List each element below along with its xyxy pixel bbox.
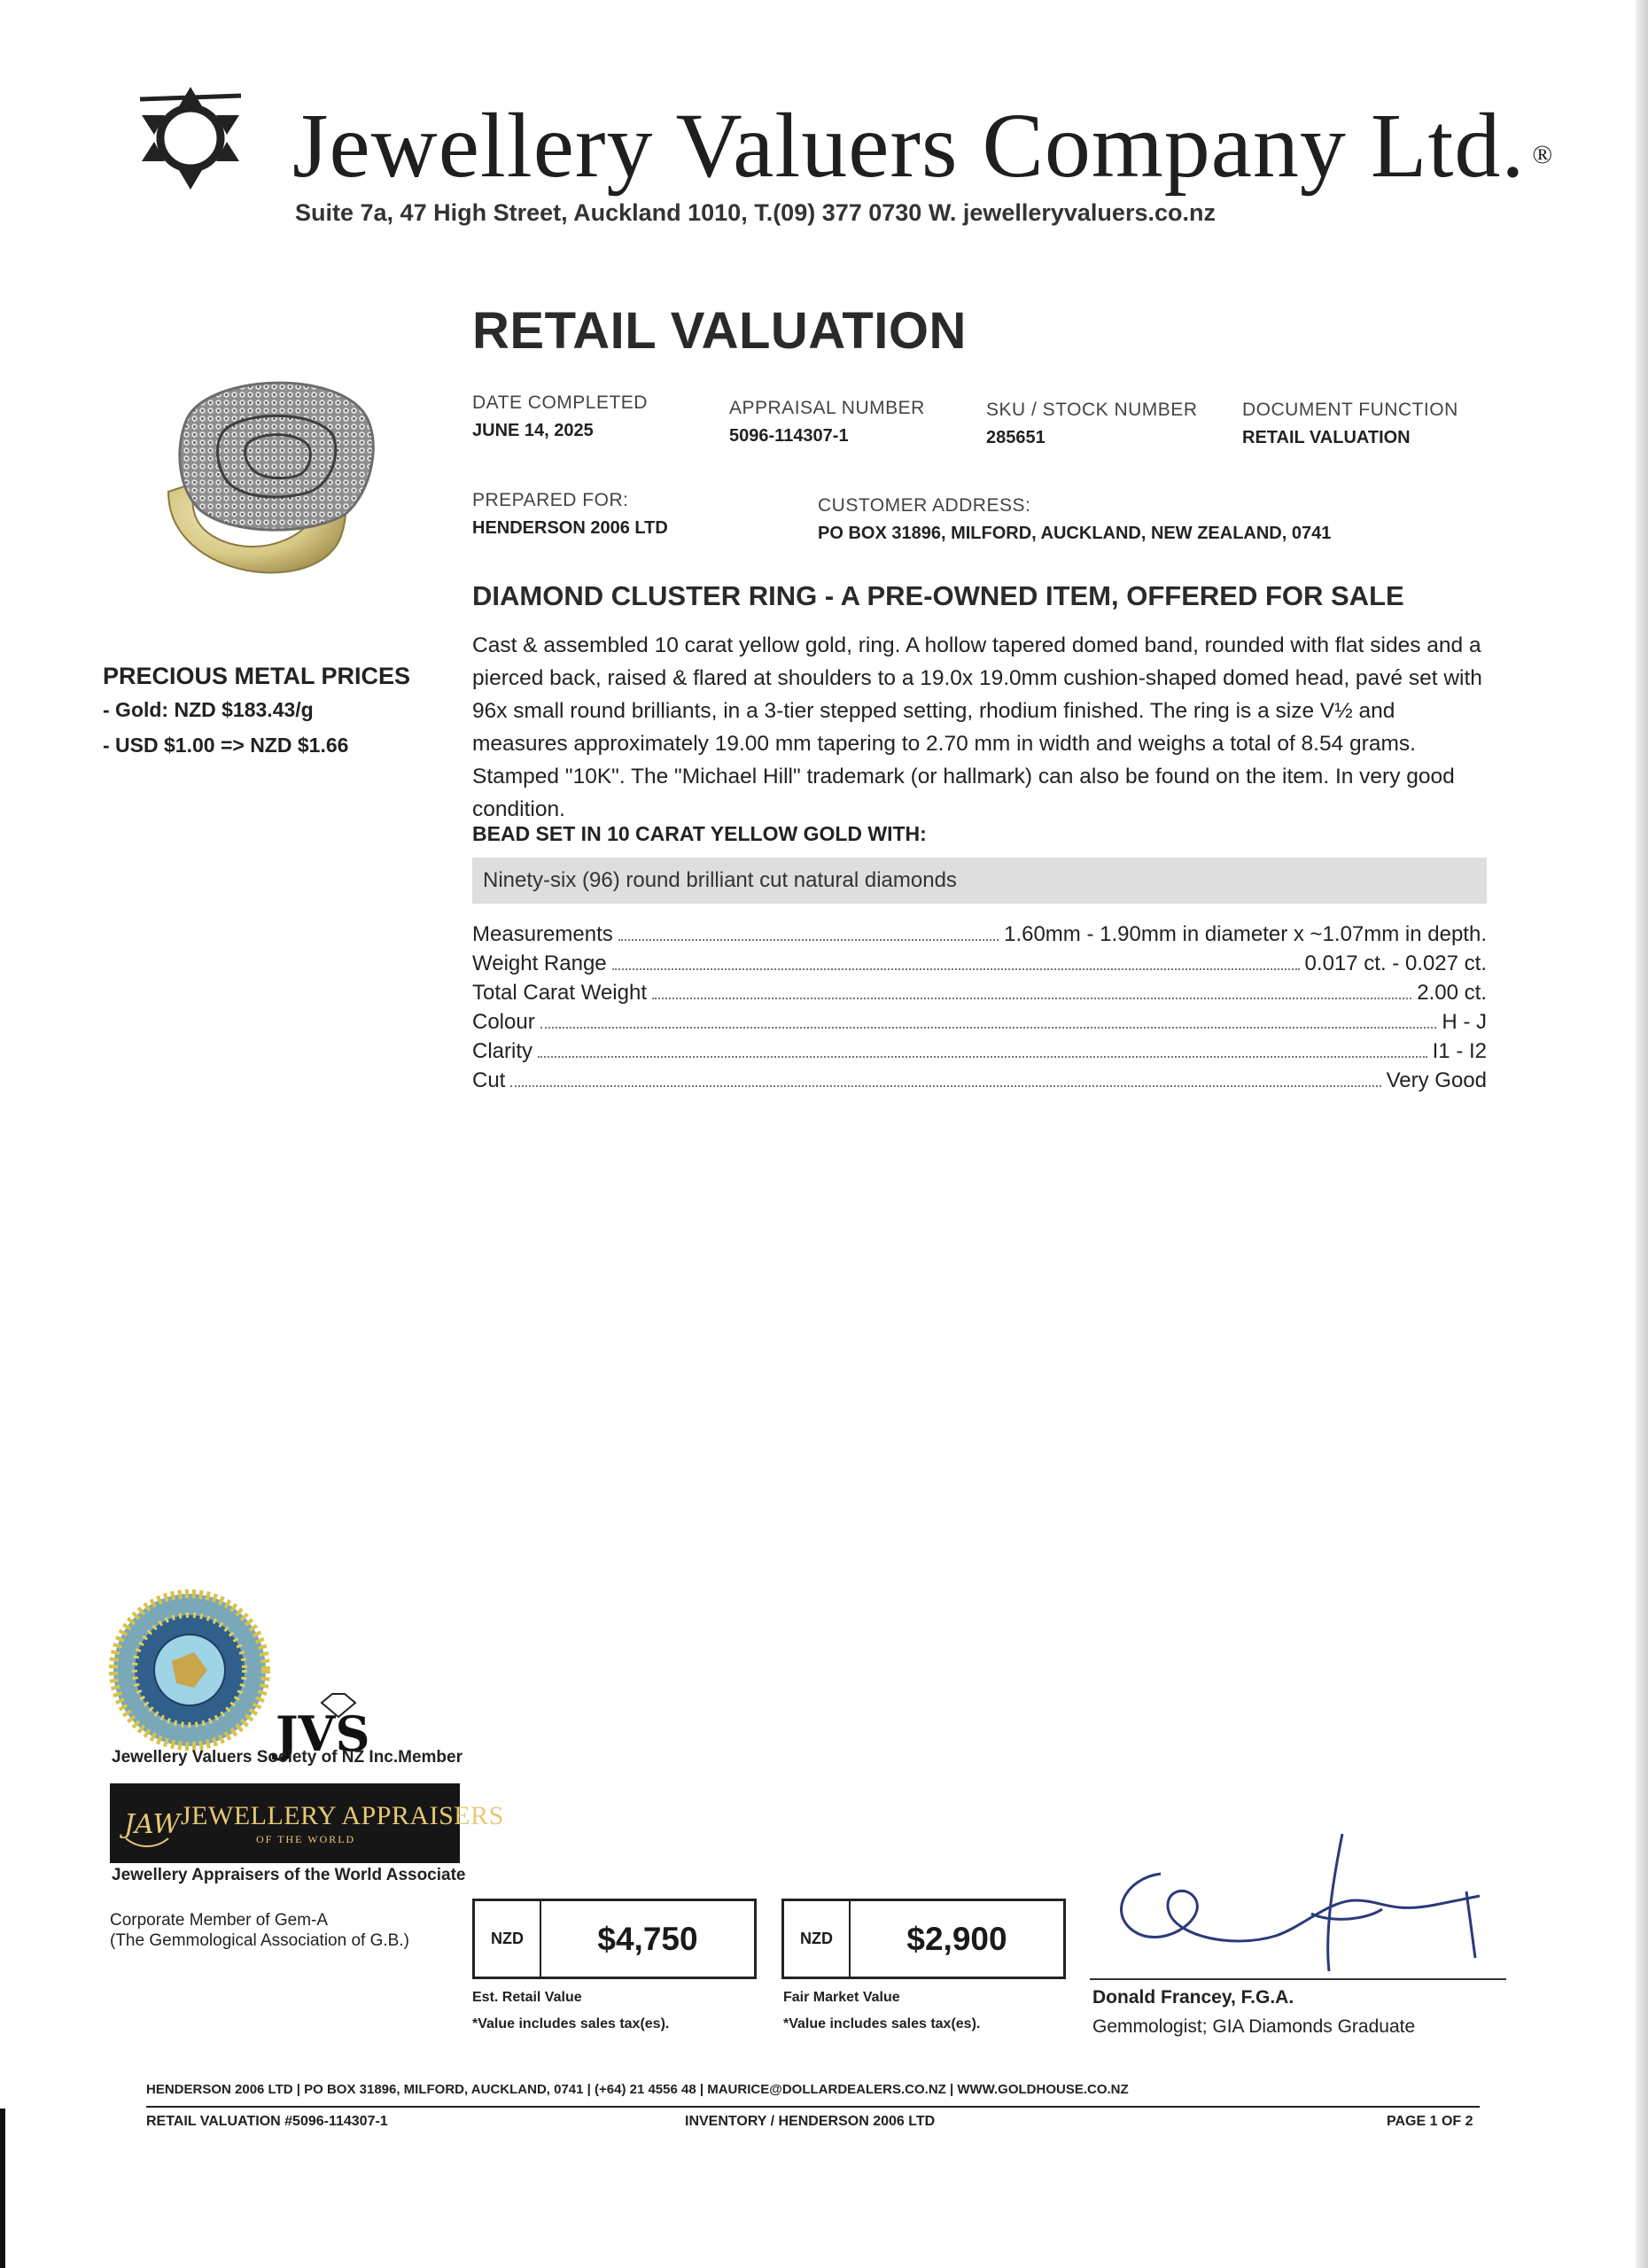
fmv-currency: NZD [784, 1901, 851, 1977]
prepared-for-label: PREPARED FOR: [472, 490, 629, 510]
signatory-title: Gemmologist; GIA Diamonds Graduate [1092, 2016, 1416, 2037]
company-address: Suite 7a, 47 High Street, Auckland 1010, T.(09) 377 0730 W. jewelleryvaluers.co.nz [295, 199, 1216, 226]
fair-market-value-box [781, 1899, 1066, 1979]
footer-inventory: INVENTORY / HENDERSON 2006 LTD [685, 2114, 936, 2129]
gema-membership-line2: (The Gemmological Association of G.B.) [110, 1931, 409, 1950]
leader-dots [618, 939, 999, 941]
stone-summary: Ninety-six (96) round brilliant cut natural diamonds [483, 868, 957, 892]
spec-label: Weight Range [472, 951, 607, 975]
leader-dots [612, 968, 1300, 970]
spec-label: Cut [472, 1068, 506, 1092]
footer-contact: HENDERSON 2006 LTD | PO BOX 31896, MILFORD, AUCKLAND, 0741 | (+64) 21 4556 48 | MAURICE@DOLLARDEALERS.CO.NZ | WWW.GOLDHOUSE.CO.NZ [146, 2082, 1129, 2097]
customer-address-value: PO BOX 31896, MILFORD, AUCKLAND, NEW ZEALAND, 0741 [818, 524, 1332, 543]
spec-label: Measurements [472, 922, 613, 946]
fmv-note: *Value includes sales tax(es). [783, 2016, 981, 2031]
spec-row [472, 947, 1487, 976]
leader-dots [540, 1027, 1437, 1029]
meta-appraisal-label: APPRAISAL NUMBER [729, 398, 925, 418]
gold-price: - Gold: NZD $183.43/g [103, 698, 314, 721]
registered-mark: ® [1532, 140, 1554, 170]
document-title: RETAIL VALUATION [472, 302, 967, 360]
exchange-rate: - USD $1.00 => NZD $1.66 [103, 734, 349, 757]
retail-amount: $4,750 [597, 1920, 698, 1957]
meta-function-value: RETAIL VALUATION [1242, 428, 1411, 447]
spec-value: 0.017 ct. - 0.027 ct. [1304, 951, 1487, 975]
metal-prices-title: PRECIOUS METAL PRICES [103, 663, 411, 689]
spec-row [472, 918, 1487, 947]
company-name: Jewellery Valuers Company Ltd. ® [292, 95, 1554, 197]
jvs-logo-icon [270, 1692, 403, 1762]
meta-sku-label: SKU / STOCK NUMBER [986, 400, 1198, 420]
spec-value: 1.60mm - 1.90mm in diameter x ~1.07mm in depth. [1004, 922, 1487, 946]
ring-photo [151, 359, 394, 598]
leader-dots [510, 1085, 1380, 1087]
svg-text:JVS: JVS [276, 1705, 370, 1762]
spec-row [472, 1035, 1487, 1064]
retail-value-label: Est. Retail Value [472, 1990, 582, 2005]
spec-row [472, 1006, 1487, 1035]
jvs-seal-icon [110, 1590, 269, 1750]
signature-image [1099, 1816, 1489, 1980]
scan-edge [1636, 0, 1648, 2268]
signature-line [1090, 1978, 1506, 1980]
customer-address-label: CUSTOMER ADDRESS: [818, 495, 1031, 516]
company-logo-icon [124, 80, 257, 195]
leader-dots [538, 1056, 1427, 1058]
jvs-membership: Jewellery Valuers Society of NZ Inc.Member [112, 1748, 463, 1767]
jaw-logo-subtext: OF THE WORLD [256, 1833, 356, 1845]
footer-page-number: PAGE 1 OF 2 [1387, 2114, 1473, 2129]
prepared-for-value: HENDERSON 2006 LTD [472, 518, 668, 538]
jaw-emblem-icon [120, 1796, 181, 1851]
spec-label: Colour [472, 1010, 535, 1034]
signatory-name: Donald Francey, F.G.A. [1092, 1987, 1294, 2008]
meta-function-label: DOCUMENT FUNCTION [1242, 400, 1458, 420]
spec-row [472, 1064, 1487, 1093]
spec-label: Total Carat Weight [472, 981, 647, 1005]
spec-value: I1 - I2 [1432, 1039, 1487, 1063]
meta-date-value: JUNE 14, 2025 [472, 421, 594, 440]
retail-value-box [472, 1899, 757, 1979]
meta-appraisal-value: 5096-114307-1 [729, 426, 849, 446]
svg-text:JAW: JAW [124, 1809, 181, 1840]
leader-dots [652, 998, 1411, 999]
meta-date-label: DATE COMPLETED [472, 392, 648, 413]
spec-row [472, 976, 1487, 1006]
retail-currency: NZD [475, 1901, 541, 1977]
scan-edge-left [0, 2109, 5, 2268]
jaw-logo-text: JEWELLERY APPRAISERS [181, 1801, 504, 1830]
item-description: Cast & assembled 10 carat yellow gold, ring. A hollow tapered domed band, rounded with flat sides and a pierced back, raised & flared at shoulders to a 19.0x 19.0mm cushion-shaped domed head, pavé set with 96x small round brilliants, in a 3-tier stepped setting, rhodium finished. The ring is a size V½ and measures approximately 19.00 mm tapering to 2.70 mm in width and weighs a total of 8.54 grams. Stamped "10K". The "Michael Hill" trademark (or hallmark) can also be found on the item. In very good condition. [472, 633, 1482, 821]
stone-summary-bar [472, 858, 1487, 904]
jaw-logo [110, 1783, 504, 1863]
footer-divider [146, 2106, 1480, 2108]
retail-value-note: *Value includes sales tax(es). [472, 2016, 670, 2031]
setting-heading: BEAD SET IN 10 CARAT YELLOW GOLD WITH: [472, 822, 927, 845]
fmv-label: Fair Market Value [783, 1990, 900, 2005]
footer-reference: RETAIL VALUATION #5096-114307-1 [146, 2114, 388, 2129]
spec-label: Clarity [472, 1039, 533, 1063]
fmv-amount: $2,900 [906, 1920, 1007, 1957]
spec-value: H - J [1442, 1010, 1487, 1034]
meta-sku-value: 285651 [986, 428, 1046, 447]
item-title: DIAMOND CLUSTER RING - A PRE-OWNED ITEM, OFFERED FOR SALE [472, 580, 1404, 611]
gema-membership-line1: Corporate Member of Gem-A [110, 1911, 329, 1930]
jaw-membership: Jewellery Appraisers of the World Associate [112, 1866, 466, 1884]
spec-value: Very Good [1386, 1068, 1487, 1092]
spec-value: 2.00 ct. [1417, 981, 1487, 1005]
